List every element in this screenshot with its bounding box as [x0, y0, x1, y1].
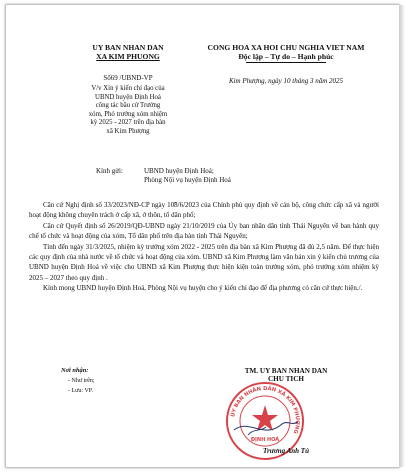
noi-nhan-label: Nơi nhận:	[61, 367, 89, 374]
body-paragraph: Tính đến ngày 31/3/2025, nhiệm kỳ trưởng xóm 2022 - 2025 trên địa bàn xã Kim Phượng đã đủ 2,5 năm. Để thực hiện các quy định của nhà nước về tổ chức và hoạt động của xóm. UBND xã Kim Phượng làm văn bản xin ý kiến chủ trương của UBND huyện Định Hoá về việc cho UBND xã Kim Phượng thực hiện kiện toàn trưởng xóm, phó trưởng xóm nhiệm kỳ 2025 – 2027 theo quy định .	[29, 242, 379, 282]
national-title: CONG HOA XA HOI CHU NGHIA VIET NAM	[207, 43, 365, 52]
org-name-line2: XA KIM PHUONG	[96, 52, 160, 61]
seal-ring-text: ỦY BAN NHÂN DÂN XÃ KIM PHƯỢNG	[230, 385, 301, 435]
subject-line: công tác bầu cử Trưởng	[95, 102, 161, 110]
noi-nhan-item: - Như trên;	[68, 378, 95, 384]
signer-name: Trương Anh Tú	[263, 447, 309, 455]
recipients-label: Kính gửi:	[96, 167, 123, 175]
seal-inner-text: ĐỊNH HOÁ	[250, 437, 280, 443]
subject-line: UBND huyện Định Hoá	[95, 93, 161, 101]
signature-position: CHU TICH	[267, 375, 304, 383]
subject-line: V/v Xin ý kiến chỉ đạo của	[91, 85, 165, 92]
subject-line: xóm, Phó trưởng xóm nhiệm	[88, 110, 168, 118]
signature-title: TM. UY BAN NHAN DAN	[244, 367, 328, 375]
recipient-item: Phòng Nội vụ huyện Định Hoá	[144, 176, 231, 184]
document-body	[29, 200, 379, 294]
place-and-date: Kim Phượng, ngày 10 tháng 3 năm 2025	[228, 77, 344, 85]
body-paragraph: Căn cứ Nghị định số 33/2023/NĐ-CP ngày 10̃8/6/2023 của Chính phủ quy định về cán bộ, công chức cấp xã và người hoạt động không chuyên trách ở cấp xã, ở thôn, tổ dân phố;	[29, 201, 379, 220]
body-paragraph: Căn cứ Quyết định số 26/2019/QĐ-UBND ngày 21/10/2019 của Ủy ban nhân dân tỉnh Thái Nguyên về ban hành quy chế tổ chức và hoạt động của xóm, Tổ dân phố trên địa bàn tỉnh Thái Nguyên;	[29, 221, 379, 241]
document-number: Số69 /UBND-VP	[103, 74, 153, 82]
national-motto: Độc lập – Tự do – Hạnh phúc	[238, 52, 334, 61]
subject-line: kỳ 2025 - 2027 trên địa bàn	[90, 119, 166, 127]
document-page	[6, 5, 399, 467]
document-subject	[68, 85, 188, 137]
seal-star-icon	[252, 405, 278, 431]
noi-nhan-item: - Lưu: VP.	[68, 388, 93, 394]
recipient-item: UBND huyện Định Hoá;	[144, 167, 214, 175]
org-name-line1: UY BAN NHAN DAN	[92, 43, 164, 52]
page-shadow	[399, 5, 405, 467]
body-paragraph: Kính mong UBND huyện Định Hoá, Phòng Nội vụ huyện cho ý kiến chỉ đạo để địa phương có căn cứ thực hiện./.	[43, 284, 363, 293]
motto-underline	[246, 62, 326, 63]
subject-line: xã Kim Phượng	[106, 127, 150, 135]
